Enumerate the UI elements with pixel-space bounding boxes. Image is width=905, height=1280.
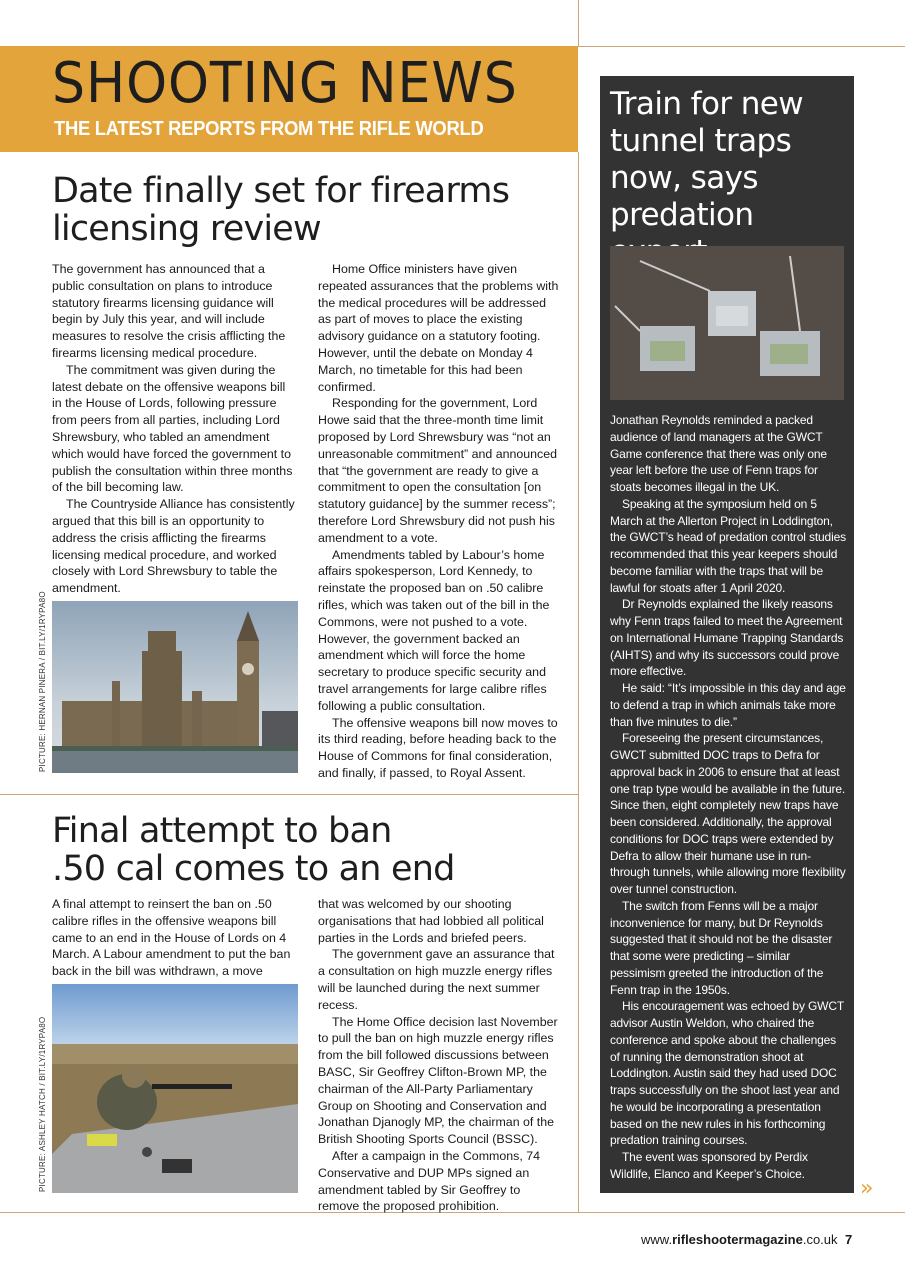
footer-url-domain: rifleshootermagazine — [672, 1232, 803, 1247]
sidebar-para: His encouragement was echoed by GWCT advisor Austin Weldon, who chaired the conference and spoke about the challenges of running the demonstration shoot at Loddington. Austin said they had used DOC traps successfully on the shoot last year and he would be incorporating a presentation based on the new rules in his forthcoming predation training courses. — [610, 999, 844, 1148]
article2-photo-credit: PICTURE: ASHLEY HATCH / BIT.LY/1RYPA8O — [38, 1016, 47, 1192]
top-vertical-rule — [578, 0, 579, 46]
article2-col2-para: The government gave an assurance that a consultation on high muzzle energy rifles will be launched during the next summer recess. — [318, 947, 555, 1012]
article1-col2-para: The offensive weapons bill now moves to its third reading, before heading back to the House of Commons for final consideration, and finally, if passed, to Royal Assent. — [318, 715, 558, 780]
article2-headline-line2: .50 cal comes to an end — [52, 849, 455, 889]
column-divider-rule — [578, 152, 579, 1212]
sidebar-para: Dr Reynolds explained the likely reasons why Fenn traps failed to meet the Agreement on International Humane Trapping Standards (AIHTS) and why its successors could prove more effective. — [610, 597, 844, 679]
continue-chevron-icon: » — [860, 1176, 874, 1201]
article2-col2-para: The Home Office decision last November to pull the ban on high muzzle energy rifles from the bill followed discussions between BASC, Sir Geoffrey Clifton-Brown MP, the chairman of the All-Party Parliamentary Group on Shooting and Conservation and Jonathan Djanogly MP, the chairman of the British Shooting Sports Council (BSSC). — [318, 1014, 558, 1147]
sidebar-body — [610, 412, 846, 1183]
article1-headline-line2: licensing review — [52, 209, 321, 249]
article1-col2-para: Amendments tabled by Labour’s home affairs spokesperson, Lord Kennedy, to reinstate the proposed ban on .50 calibre rifles, which was taken out of the bill in the Commons, were not pushed to a vote. However, the government backed an amendment which will force the home secretary to produce specific security and travel arrangements for large calibre rifles following a public consultation. — [318, 547, 550, 713]
sidebar-para: Speaking at the symposium held on 5 March at the Allerton Project in Loddington, the GWCT’s head of predation control studies recommended that this year keepers should become familiar with the traps that will be lawful for stoats after 1 April 2020. — [610, 496, 846, 595]
article1-col2-para: Home Office ministers have given repeated assurances that the problems with the medical procedures will be addressed as part of moves to place the existing advisory guidance on a statutory footing. However, until the debate on Monday 4 March, no timetable for this had been confirmed. — [318, 262, 559, 394]
article1-col1-para: The commitment was given during the latest debate on the offensive weapons bill in the House of Lords, following pressure from peers from all parties, including Lord Shrewsbury, who tabled an amendment which would have forced the government to publish the consultation within three months of the bill becoming law. — [52, 362, 293, 495]
rifle-shooter-photo — [52, 984, 298, 1193]
page-number: 7 — [845, 1232, 853, 1247]
sidebar-para: The event was sponsored by Perdix Wildlife, Elanco and Keeper’s Choice. — [610, 1150, 808, 1181]
section-banner — [0, 46, 578, 152]
article2-column2 — [318, 896, 562, 1215]
article1-col1-para: The Countryside Alliance has consistently argued that this bill is an opportunity to address the crisis afflicting the firearms licensing medical procedure, and worked closely with Lord Shrewsbury to table the amendment. — [52, 497, 295, 596]
article2-headline-line1: Final attempt to ban — [52, 811, 392, 851]
sidebar-para: Jonathan Reynolds reminded a packed audience of land managers at the GWCT Game conference that there was only one year left before the use of Fenn traps for stoats becomes illegal in the UK. — [610, 413, 827, 494]
article2-col2-para: After a campaign in the Commons, 74 Conservative and DUP MPs signed an amendment tabled by Sir Geoffrey to remove the proposed prohibition. — [318, 1148, 540, 1214]
top-right-rule — [578, 46, 905, 47]
section-subtitle: THE LATEST REPORTS FROM THE RIFLE WORLD — [54, 118, 484, 140]
article2-column1 — [52, 896, 298, 980]
article1-headline — [52, 172, 509, 248]
article1-col2-para: Responding for the government, Lord Howe said that the three-month time limit proposed by Lord Shrewsbury was “not an unreasonable commitment” and announced that “the government are ready to give a commitment to open the consultation [on statutory guidance] by the summer recess”; therefore Lord Shrewsbury did not push his amendment to a vote. — [318, 396, 558, 545]
footer-url-suffix: .co.uk — [802, 1232, 838, 1247]
article1-headline-line1: Date finally set for firearms — [52, 171, 510, 211]
sidebar-para: The switch from Fenns will be a major inconvenience for many, but Dr Reynolds suggested that it should not be the disaster that some were predicting – similar pessimism greeted the introduction of the Fenn trap in the 1950s. — [610, 898, 833, 997]
footer-url-prefix: www. — [641, 1232, 673, 1247]
sidebar-para: He said: “It’s impossible in this day and age to defend a trap in which animals take more than five minutes to die.” — [610, 681, 846, 729]
westminster-photo — [52, 601, 298, 773]
section-title: SHOOTING NEWS — [52, 51, 518, 116]
article2-col2-para: that was welcomed by our shooting organisations that had lobbied all political parties in the Lords and briefed peers. — [318, 897, 544, 945]
article-separator-rule — [0, 794, 578, 795]
article2-col1-para: A final attempt to reinsert the ban on .50 calibre rifles in the offensive weapons bill came to an end in the House of Lords on 4 March. A Labour amendment to put the ban back in the bill was withdrawn, a move — [52, 897, 291, 979]
article1-col1-para: The government has announced that a public consultation on plans to introduce statutory firearms licensing guidance will begin by July this year, and will include measures to resolve the crisis afflicting the firearms licensing medical procedure. — [52, 262, 286, 360]
article2-headline — [52, 812, 455, 888]
traps-photo — [610, 246, 844, 400]
sidebar-box — [600, 76, 854, 1193]
sidebar-para: Foreseeing the present circumstances, GWCT submitted DOC traps to Defra for approval back in 2006 to ensure that at least one trap type would be available in the future. Since then, eight completely new traps have been considered. Additionally, the approval conditions for DOC traps were extended by Defra to allow their humane use in run-through tunnels, while allowing more flexibility over tunnel construction. — [610, 731, 846, 896]
article1-column2 — [318, 261, 562, 782]
footer-website-link[interactable] — [641, 1232, 838, 1247]
article1-column1 — [52, 261, 298, 597]
article1-photo-credit: PICTURE: HERNAN PINERA / BIT.LY/1RYPA8O — [38, 591, 47, 772]
sidebar-headline: Train for new tunnel traps now, says predation — [610, 86, 803, 233]
